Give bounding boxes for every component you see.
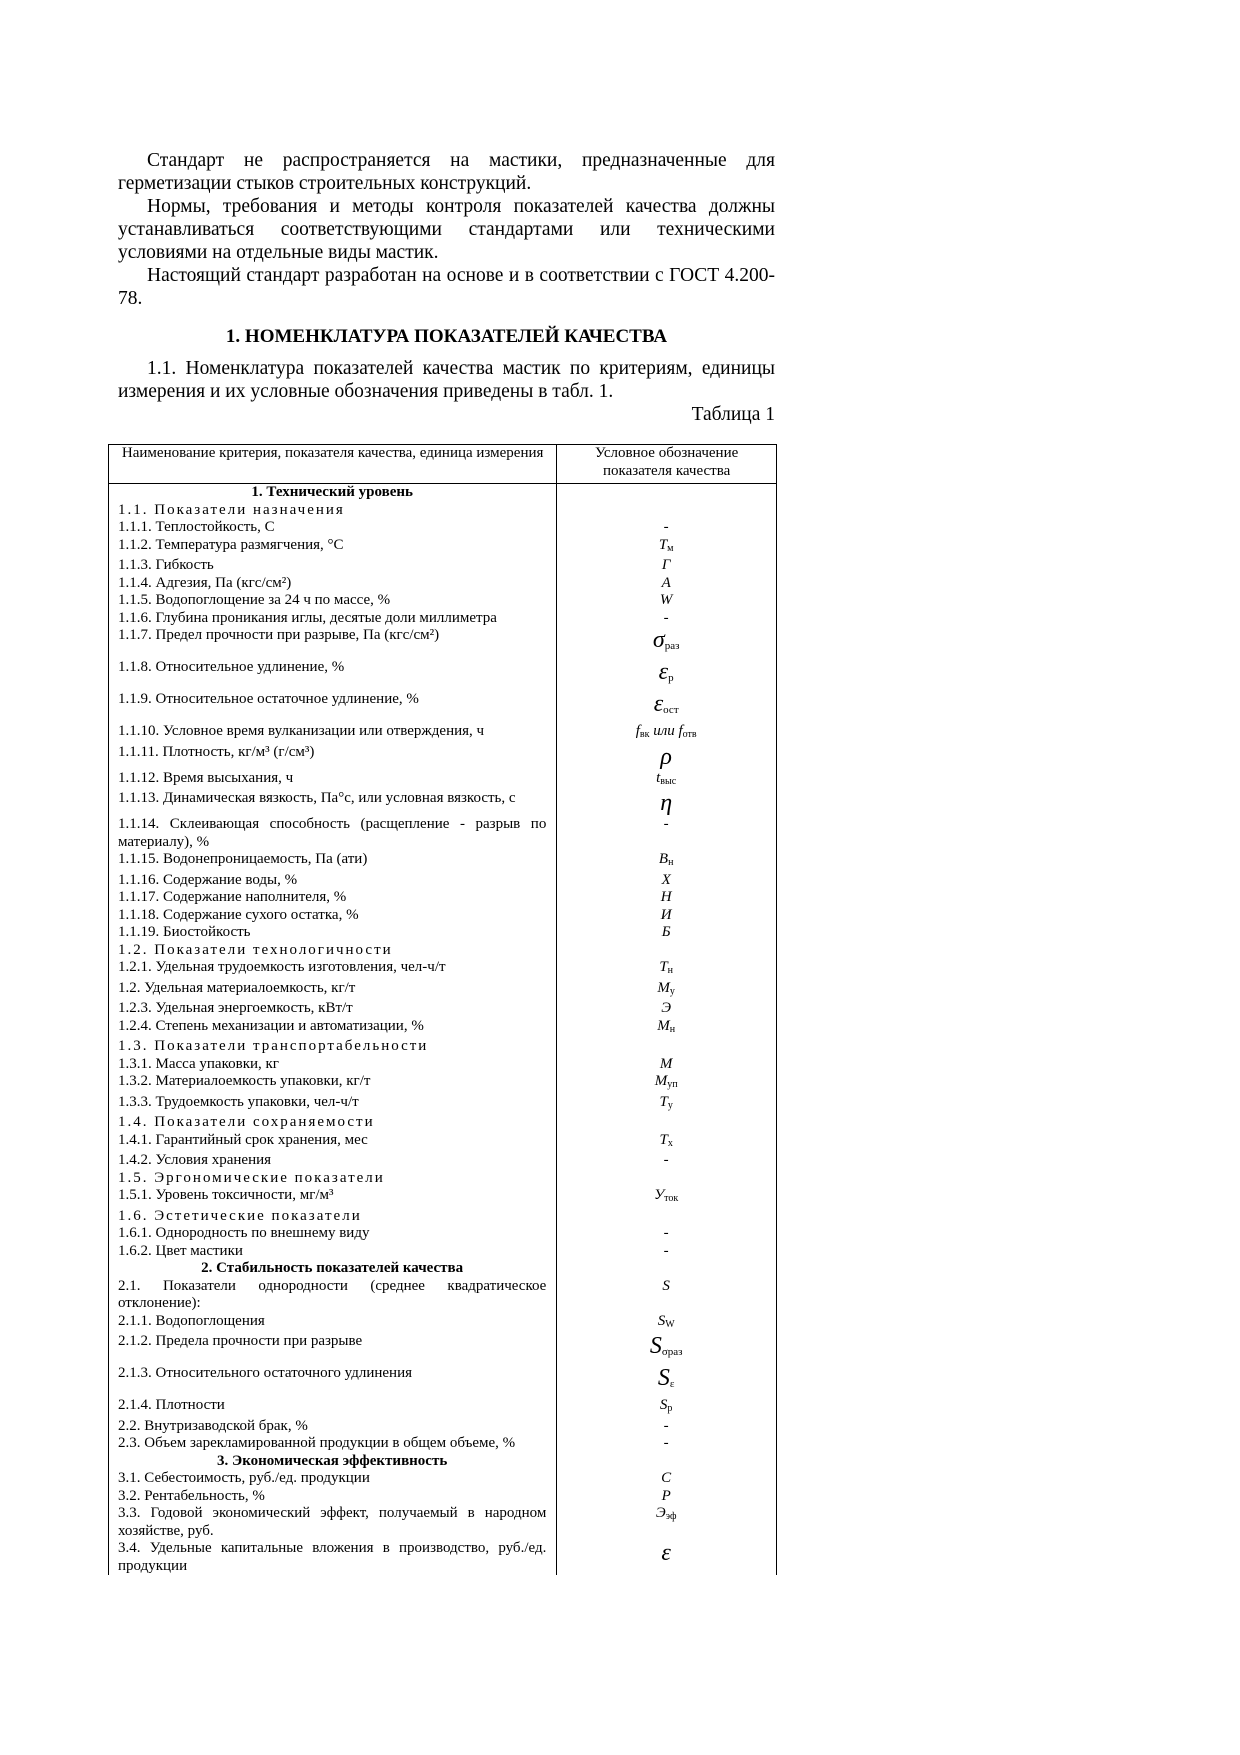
table-row — [109, 1488, 777, 1506]
indicator-symbol: - — [557, 1152, 777, 1170]
table-row — [109, 1225, 777, 1243]
indicator-name: 3.1. Себестоимость, руб./ед. продукции — [109, 1470, 557, 1488]
indicator-name: 1.2. Удельная материалоемкость, кг/т — [109, 980, 557, 1001]
indicator-symbol: $S_{\sigma раз}$ — [557, 1333, 777, 1365]
table-section-row — [109, 1453, 777, 1471]
table-group-row — [109, 1208, 777, 1226]
table-row — [109, 744, 777, 770]
intro-paragraph: Настоящий стандарт разработан на основе и в соответствии с ГОСТ 4.200-78. — [118, 265, 775, 309]
indicator-symbol: $S_р$ — [557, 1397, 777, 1418]
indicator-symbol: А — [557, 575, 777, 593]
indicator-name: 1.1.10. Условное время вулканизации или отверждения, ч — [109, 723, 557, 744]
indicator-name: 2.1. Показатели однородности (среднее квадратическое отклонение): — [109, 1278, 557, 1313]
table-row — [109, 519, 777, 537]
indicator-symbol: $\varepsilon_р$ — [557, 659, 777, 691]
table-group-row — [109, 1170, 777, 1188]
indicator-name: 1.1.13. Динамическая вязкость, Па°с, или условная вязкость, с — [109, 790, 557, 816]
table-row — [109, 723, 777, 744]
indicator-name: 1.6. Эстетические показатели — [109, 1208, 557, 1226]
indicator-symbol: S — [557, 1278, 777, 1313]
table-row — [109, 1187, 777, 1208]
indicator-name: 1.1. Показатели назначения — [109, 502, 557, 520]
indicator-name: 1.3.2. Материалоемкость упаковки, кг/т — [109, 1073, 557, 1094]
indicator-name: 1.1.15. Водонепроницаемость, Па (ати) — [109, 851, 557, 872]
indicator-name: 1.1.17. Содержание наполнителя, % — [109, 889, 557, 907]
indicator-symbol: $\sigma_{раз}$ — [557, 627, 777, 659]
table-row — [109, 924, 777, 942]
indicator-name: 1.1.11. Плотность, кг/м³ (г/см³) — [109, 744, 557, 770]
indicator-name: 2.3. Объем зарекламированной продукции в общем объеме, % — [109, 1435, 557, 1453]
table-row — [109, 592, 777, 610]
indicator-symbol: - — [557, 1418, 777, 1436]
indicator-symbol — [557, 1114, 777, 1132]
indicator-symbol — [557, 484, 777, 502]
table-group-row — [109, 502, 777, 520]
indicator-symbol — [557, 1170, 777, 1188]
indicator-name: 2.1.3. Относительного остаточного удлинения — [109, 1365, 557, 1397]
indicator-symbol — [557, 502, 777, 520]
indicator-name: 2.1.1. Водопоглощения — [109, 1313, 557, 1334]
table-row — [109, 1313, 777, 1334]
table-row — [109, 691, 777, 723]
table-row — [109, 1018, 777, 1039]
indicator-symbol: М — [557, 1056, 777, 1074]
table-row — [109, 659, 777, 691]
table-row — [109, 1397, 777, 1418]
indicator-symbol: Э — [557, 1000, 777, 1018]
table-row — [109, 537, 777, 558]
indicator-symbol: $В_н$ — [557, 851, 777, 872]
intro-paragraph: Стандарт не распространяется на мастики, предназначенные для герметизации стыков строительных конструкций. — [118, 150, 775, 194]
indicator-name: 1.2.3. Удельная энергоемкость, кВт/т — [109, 1000, 557, 1018]
indicator-symbol: $Т_у$ — [557, 1094, 777, 1115]
indicator-symbol — [557, 942, 777, 960]
indicator-symbol: $S_W$ — [557, 1313, 777, 1334]
indicator-symbol: $S_\varepsilon$ — [557, 1365, 777, 1397]
table-section-row — [109, 1260, 777, 1278]
indicator-symbol: С — [557, 1470, 777, 1488]
indicator-name: 1.2. Показатели технологичности — [109, 942, 557, 960]
table-row — [109, 770, 777, 791]
indicator-symbol: $У_{ток}$ — [557, 1187, 777, 1208]
table-row — [109, 557, 777, 575]
indicator-name: 1.2.1. Удельная трудоемкость изготовления, чел-ч/т — [109, 959, 557, 980]
table-row — [109, 959, 777, 980]
indicator-name: 1.4.2. Условия хранения — [109, 1152, 557, 1170]
indicator-name: 1.1.16. Содержание воды, % — [109, 872, 557, 890]
indicator-name: 1.1.12. Время высыхания, ч — [109, 770, 557, 791]
table-row — [109, 851, 777, 872]
indicator-symbol: $f_{вк}$ или $f_{отв}$ — [557, 723, 777, 744]
table-row — [109, 980, 777, 1001]
indicator-name: 1.1.6. Глубина проникания иглы, десятые доли миллиметра — [109, 610, 557, 628]
indicator-symbol: $T_м$ — [557, 537, 777, 558]
indicator-name: 1.3.3. Трудоемкость упаковки, чел-ч/т — [109, 1094, 557, 1115]
table-row — [109, 872, 777, 890]
document-page — [118, 149, 775, 436]
table-row — [109, 1418, 777, 1436]
indicator-name: 2.2. Внутризаводской брак, % — [109, 1418, 557, 1436]
indicator-symbol: Х — [557, 872, 777, 890]
table-row — [109, 1152, 777, 1170]
indicator-symbol: $Э_{эф}$ — [557, 1505, 777, 1540]
table-row — [109, 1365, 777, 1397]
table-row — [109, 1073, 777, 1094]
table-row — [109, 1435, 777, 1453]
indicator-symbol: - — [557, 1243, 777, 1261]
table-row — [109, 575, 777, 593]
indicator-name: 3.4. Удельные капитальные вложения в производство, руб./ед. продукции — [109, 1540, 557, 1575]
table-group-row — [109, 942, 777, 960]
indicator-name: 1.1.4. Адгезия, Па (кгс/см²) — [109, 575, 557, 593]
indicator-symbol: - — [557, 610, 777, 628]
table-row — [109, 1470, 777, 1488]
indicator-name: 1.5. Эргономические показатели — [109, 1170, 557, 1188]
intro-paragraph: Нормы, требования и методы контроля показателей качества должны устанавливаться соответствующими стандартами или техническими условиями на отдельные виды мастик. — [118, 196, 775, 263]
indicator-symbol: Н — [557, 889, 777, 907]
indicator-symbol — [557, 1208, 777, 1226]
indicator-symbol: - — [557, 1435, 777, 1453]
indicator-name: 1.1.18. Содержание сухого остатка, % — [109, 907, 557, 925]
table-group-row — [109, 1038, 777, 1056]
table-group-row — [109, 1114, 777, 1132]
indicator-name: 1.1.7. Предел прочности при разрыве, Па (кгс/см²) — [109, 627, 557, 659]
indicator-name: 1.1.14. Склеивающая способность (расщепление - разрыв по материалу), % — [109, 816, 557, 851]
section-paragraph: 1.1. Номенклатура показателей качества мастик по критериям, единицы измерения и их условные обозначения приведены в табл. 1. — [118, 358, 775, 402]
table-row — [109, 889, 777, 907]
indicator-symbol: W — [557, 592, 777, 610]
indicator-symbol: $Т_х$ — [557, 1132, 777, 1153]
indicator-name: 1.1.8. Относительное удлинение, % — [109, 659, 557, 691]
indicator-name: 2.1.2. Предела прочности при разрыве — [109, 1333, 557, 1365]
indicator-symbol — [557, 1260, 777, 1278]
indicator-symbol: И — [557, 907, 777, 925]
indicator-name: 1.2.4. Степень механизации и автоматизации, % — [109, 1018, 557, 1039]
indicator-symbol: Р — [557, 1488, 777, 1506]
indicator-name: 1. Технический уровень — [109, 484, 557, 502]
indicator-name: 2.1.4. Плотности — [109, 1397, 557, 1418]
table-row — [109, 790, 777, 816]
header-criterion: Наименование критерия, показателя качества, единица измерения — [109, 445, 557, 484]
indicator-name: 1.1.3. Гибкость — [109, 557, 557, 575]
indicator-name: 1.1.2. Температура размягчения, °С — [109, 537, 557, 558]
indicator-symbol: $t_{выс}$ — [557, 770, 777, 791]
table-row — [109, 1000, 777, 1018]
indicator-symbol: - — [557, 1225, 777, 1243]
indicator-symbol: Б — [557, 924, 777, 942]
quality-indicators-table — [108, 444, 777, 1575]
indicator-name: 1.1.5. Водопоглощение за 24 ч по массе, % — [109, 592, 557, 610]
table-label: Таблица 1 — [691, 404, 775, 425]
indicator-name: 1.4. Показатели сохраняемости — [109, 1114, 557, 1132]
table-row — [109, 1333, 777, 1365]
indicator-name: 1.3. Показатели транспортабельности — [109, 1038, 557, 1056]
table-row — [109, 1243, 777, 1261]
indicator-name: 3. Экономическая эффективность — [109, 1453, 557, 1471]
indicator-symbol: $\varepsilon_{ост}$ — [557, 691, 777, 723]
indicator-name: 1.6.2. Цвет мастики — [109, 1243, 557, 1261]
indicator-name: 3.2. Рентабельность, % — [109, 1488, 557, 1506]
table-row — [109, 610, 777, 628]
indicator-name: 1.6.1. Однородность по внешнему виду — [109, 1225, 557, 1243]
indicator-symbol — [557, 1038, 777, 1056]
indicator-symbol: ρ — [557, 744, 777, 770]
indicator-name: 1.5.1. Уровень токсичности, мг/м³ — [109, 1187, 557, 1208]
table-row — [109, 1540, 777, 1575]
indicator-name: 3.3. Годовой экономический эффект, получаемый в народном хозяйстве, руб. — [109, 1505, 557, 1540]
indicator-symbol: - — [557, 816, 777, 851]
table-row — [109, 627, 777, 659]
indicator-symbol: - — [557, 519, 777, 537]
table-section-row — [109, 484, 777, 502]
indicator-name: 1.1.1. Теплостойкость, С — [109, 519, 557, 537]
table-row — [109, 1278, 777, 1313]
indicator-symbol: $М_{уп}$ — [557, 1073, 777, 1094]
table-row — [109, 1505, 777, 1540]
section-title: 1. НОМЕНКЛАТУРА ПОКАЗАТЕЛЕЙ КАЧЕСТВА — [225, 326, 668, 347]
indicator-symbol: $Т_н$ — [557, 959, 777, 980]
indicator-symbol: $М_у$ — [557, 980, 777, 1001]
table-row — [109, 1056, 777, 1074]
indicator-name: 2. Стабильность показателей качества — [109, 1260, 557, 1278]
indicator-name: 1.1.19. Биостойкость — [109, 924, 557, 942]
indicator-symbol: ε — [557, 1540, 777, 1575]
table-row — [109, 1094, 777, 1115]
header-symbol: Условное обозначение показателя качества — [557, 445, 777, 484]
table-row — [109, 816, 777, 851]
table-row — [109, 1132, 777, 1153]
table-header-row — [109, 445, 777, 484]
indicator-name: 1.4.1. Гарантийный срок хранения, мес — [109, 1132, 557, 1153]
indicator-name: 1.3.1. Масса упаковки, кг — [109, 1056, 557, 1074]
table-row — [109, 907, 777, 925]
indicator-name: 1.1.9. Относительное остаточное удлинение, % — [109, 691, 557, 723]
indicator-symbol: η — [557, 790, 777, 816]
indicator-symbol — [557, 1453, 777, 1471]
indicator-symbol: Г — [557, 557, 777, 575]
indicator-symbol: $М_н$ — [557, 1018, 777, 1039]
